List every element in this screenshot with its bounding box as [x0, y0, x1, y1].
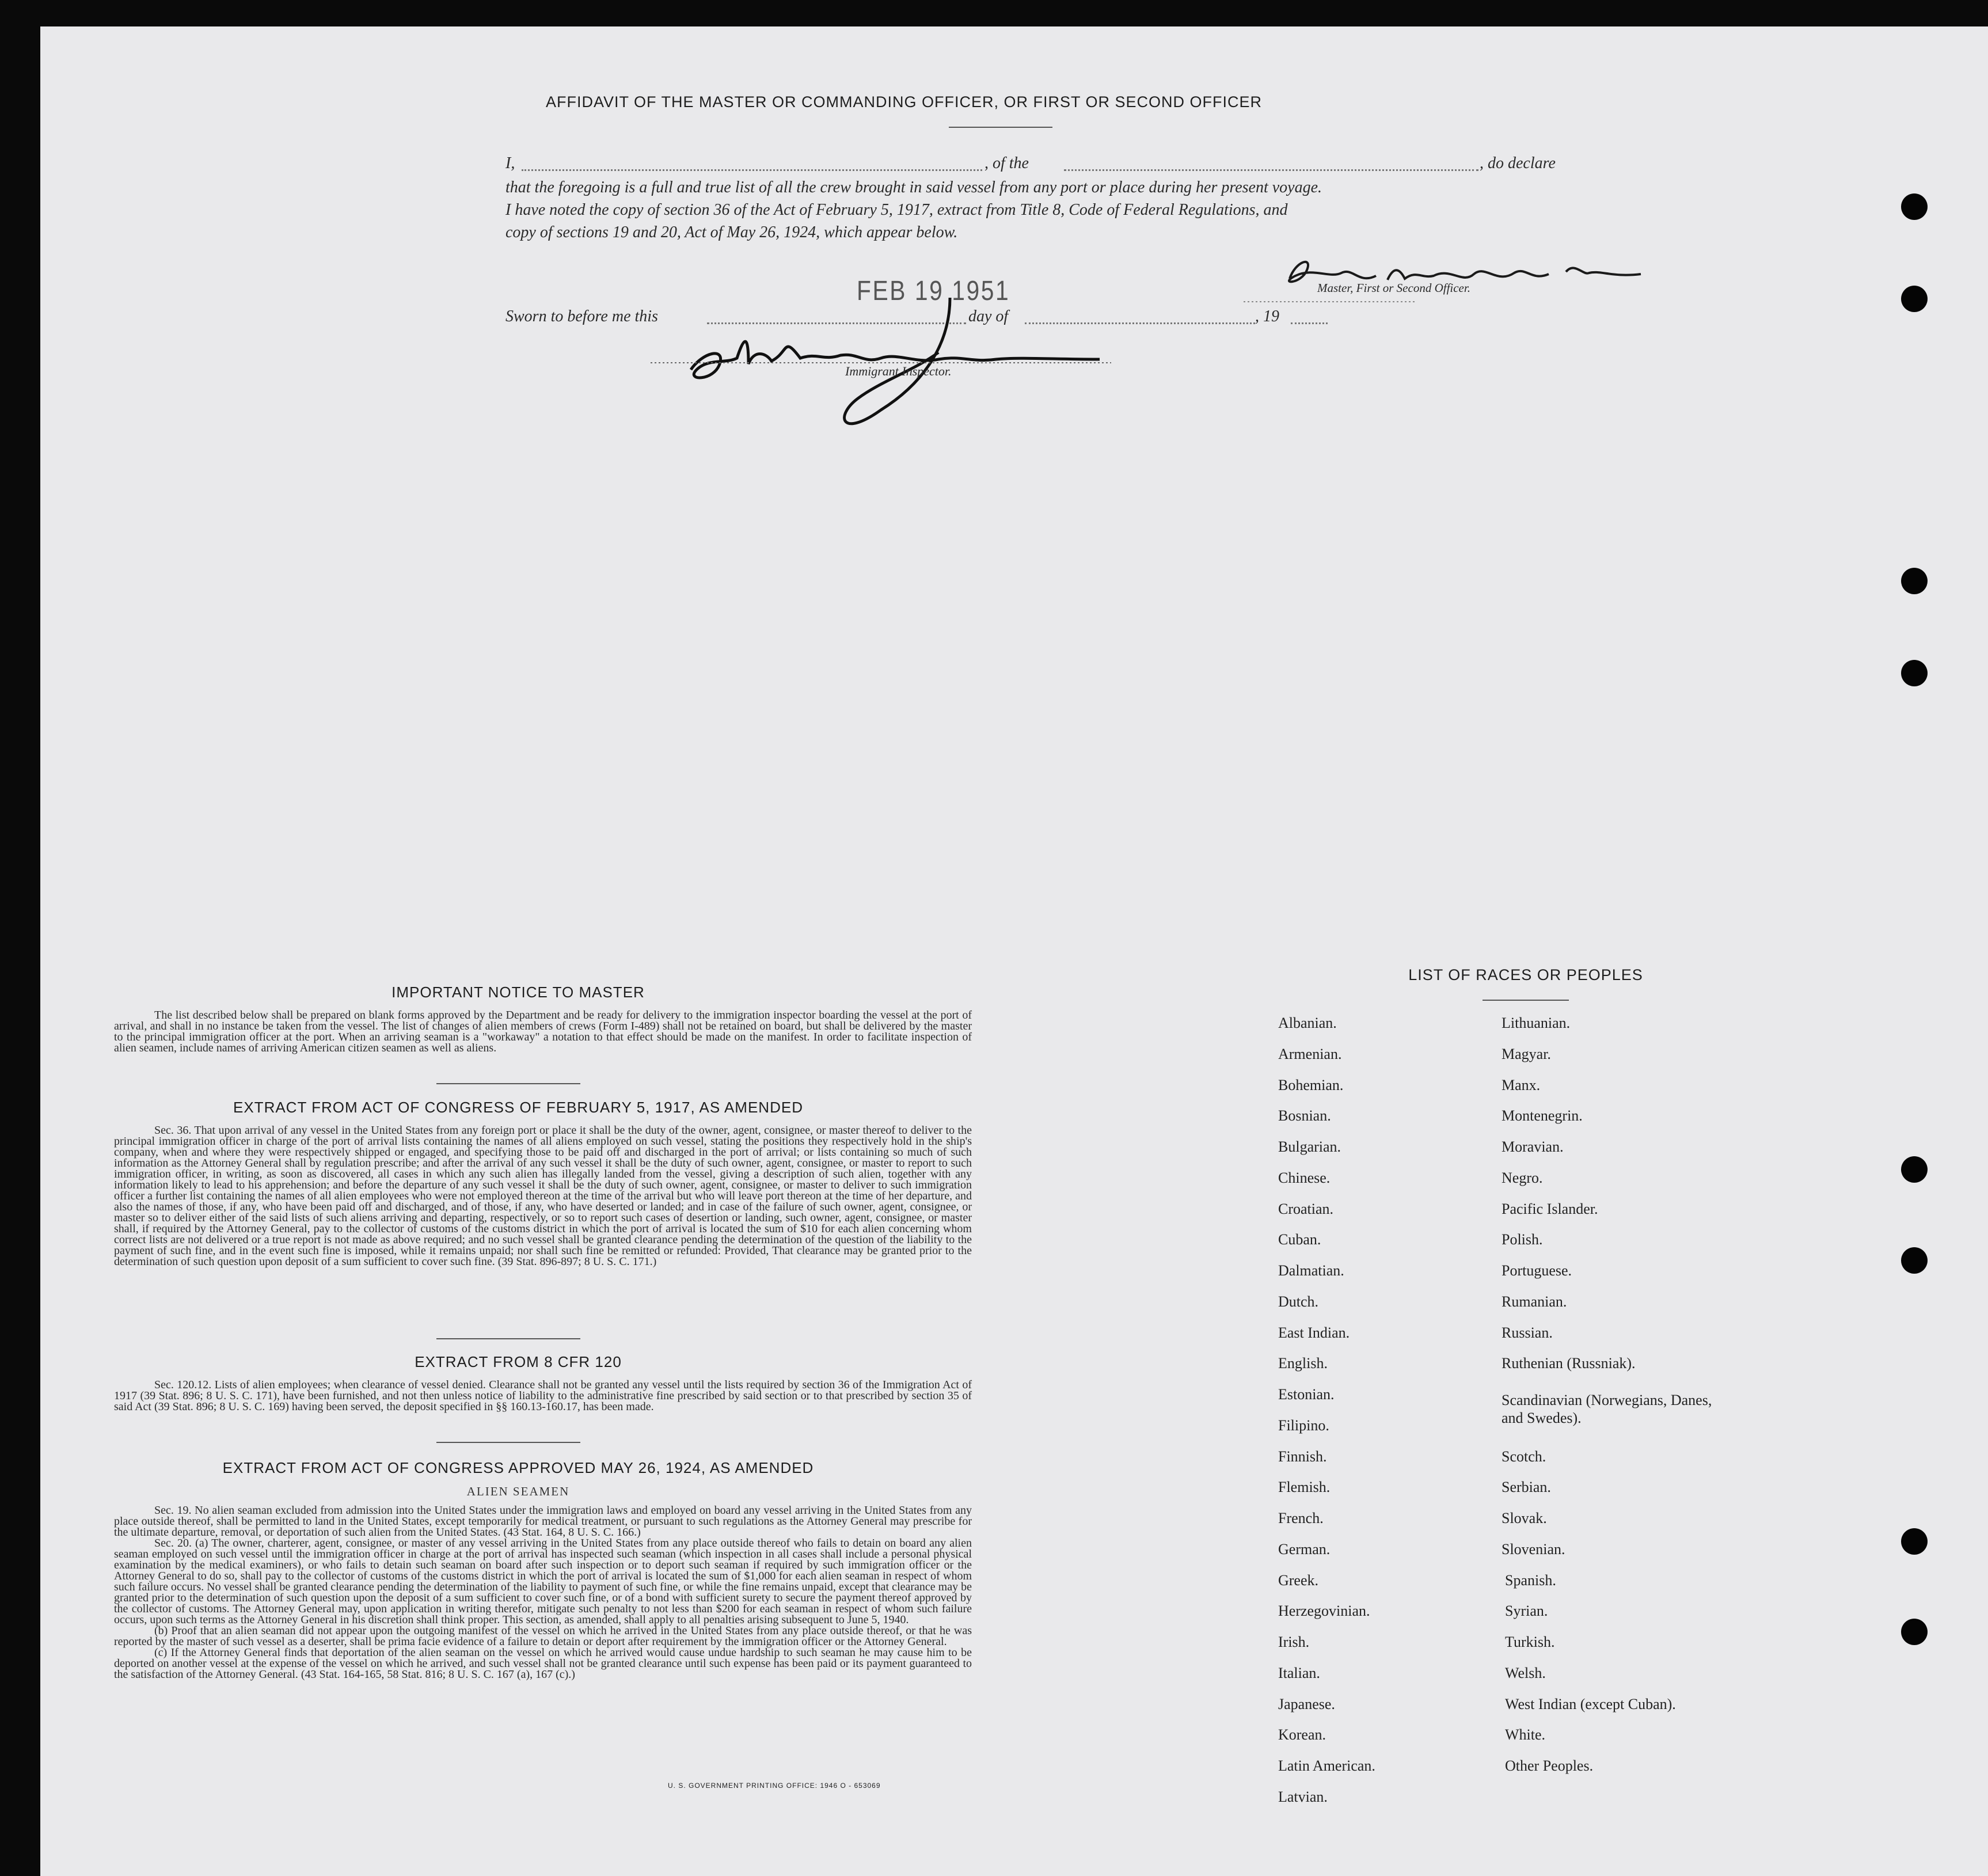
i-label: I,: [505, 154, 515, 172]
divider: [436, 1338, 580, 1339]
race-item: Croatian.: [1278, 1201, 1334, 1217]
date-stamp: FEB 19 1951: [857, 276, 1010, 306]
divider: [436, 1442, 580, 1443]
race-item: West Indian (except Cuban).: [1505, 1696, 1676, 1712]
race-item: Albanian.: [1278, 1015, 1337, 1031]
divider: [436, 1083, 580, 1084]
race-item: Negro.: [1502, 1169, 1543, 1186]
race-item: Russian.: [1502, 1324, 1553, 1341]
master-caption: Master, First or Second Officer.: [1317, 281, 1470, 295]
race-item: English.: [1278, 1355, 1328, 1372]
race-item: Bohemian.: [1278, 1077, 1344, 1093]
race-item: Armenian.: [1278, 1046, 1342, 1062]
race-item: Other Peoples.: [1505, 1757, 1594, 1774]
race-item: Montenegrin.: [1502, 1107, 1583, 1124]
race-item: Filipino.: [1278, 1417, 1329, 1434]
race-item: Korean.: [1278, 1726, 1326, 1743]
race-item: Rumanian.: [1502, 1293, 1567, 1310]
race-item: Slovenian.: [1502, 1541, 1565, 1558]
paragraph: (c) If the Attorney General finds that deportation of the alien seaman on the vessel on which he arrived would cause undue hardship to such seaman he may cause him to be deported on another vessel at the expense of the vessel on which he arrived, and such vessel shall not be granted clearance until such expense has been paid or its payment guaranteed to the satisfaction of the Attorney General. (43 Stat. 164-165, 58 Stat. 816; 8 U. S. C. 167 (a), 167 (c).): [114, 1646, 972, 1681]
race-item: Serbian.: [1502, 1479, 1551, 1495]
race-item: Cuban.: [1278, 1231, 1321, 1248]
master-name-field[interactable]: [522, 169, 982, 171]
of-the-label: , of the: [985, 154, 1029, 172]
race-item: Chinese.: [1278, 1169, 1331, 1186]
race-item: Flemish.: [1278, 1479, 1331, 1495]
divider: [949, 127, 1052, 128]
race-item: Spanish.: [1505, 1572, 1556, 1589]
race-item: Estonian.: [1278, 1386, 1335, 1403]
inspector-caption: Immigrant Inspector.: [845, 364, 952, 378]
paragraph: Sec. 20. (a) The owner, charterer, agent, consignee, or master of any vessel arriving in the United States from any place outside thereof who fails to detain on board any alien seaman employed on such vessel until the immigration officer in charge at the port of arrival has inspected such seaman (which inspection in all cases shall include a personal physical examination by the medical examiners), or who fails to detain such seaman on board after such inspection or to deport such seaman if required by such immigration officer or the Attorney General to do so, shall pay to the collector of customs of the customs district in which the port of arrival is located the sum of $1,000 for each alien seaman in respect of whom such failure occurs. No vessel shall be granted clearance pending the determination of the liability to payment of such fine, or while the fine remains unpaid, except that clearance may be granted prior to the determination of such question upon the deposit of a sum sufficient to cover such fine, or of a bond with sufficient surety to secure the payment thereof approved by the collector of customs. The Attorney General may, upon application in writing therefor, mitigate such penalty to not less than $200 for each seaman in respect of whom such failure occurs, upon such terms as the Attorney General in his discretion shall think proper. This section, as amended, shall apply to all penalties arising subsequent to June 5, 1940.: [114, 1537, 972, 1626]
divider: [1483, 1000, 1569, 1001]
race-item: Manx.: [1502, 1077, 1541, 1093]
punch-hole: [1901, 660, 1928, 686]
race-item: Greek.: [1278, 1572, 1319, 1589]
do-declare-label: , do declare: [1480, 154, 1556, 172]
punch-hole: [1901, 193, 1928, 220]
affidavit-body-line: that the foregoing is a full and true list of all the crew brought in said vessel from any port or place during her present voyage.: [505, 179, 1322, 196]
affidavit-body-line: I have noted the copy of section 36 of the Act of February 5, 1917, extract from Title 8, Code of Federal Regulations, and: [505, 201, 1288, 219]
race-item: Polish.: [1502, 1231, 1543, 1248]
race-item: Finnish.: [1278, 1448, 1327, 1465]
extract-1924-text: [114, 1505, 972, 1680]
sworn-year-field[interactable]: [1291, 322, 1328, 324]
paragraph: (b) Proof that an alien seaman did not appear upon the outgoing manifest of the vessel on which he arrived in the United States from any place outside thereof, or that he was reported by the master of such vessel as a deserter, shall be prima facie evidence of a failure to detain or deport after requirement by the immigration officer or the Attorney General.: [114, 1624, 972, 1648]
race-item: Japanese.: [1278, 1696, 1335, 1712]
race-item: Scandinavian (Norwegians, Danes, and Swedes).: [1502, 1392, 1712, 1426]
punch-hole: [1901, 1528, 1928, 1555]
extract-1924-title: EXTRACT FROM ACT OF CONGRESS APPROVED MAY 26, 1924, AS AMENDED: [222, 1459, 814, 1476]
document-page: [40, 26, 1988, 1876]
race-item: Bosnian.: [1278, 1107, 1331, 1124]
year-label: , 19: [1255, 307, 1279, 325]
punch-hole: [1901, 568, 1928, 594]
race-item: East Indian.: [1278, 1324, 1350, 1341]
extract-cfr-text: Sec. 120.12. Lists of alien employees; when clearance of vessel denied. Clearance shall not be granted any vessel until the lists required by section 36 of the Immigration Act of 1917 (39 Stat. 896; 8 U. S. C. 171), have been furnished, and not then unless notice of liability to the administrative fine prescribed by said section or to that prescribed by section 35 of said Act (39 Stat. 896; 8 U. S. C. 169) having been served, the deposit specified in §§ 160.13-160.17, has been made.: [114, 1378, 972, 1413]
affidavit-title: AFFIDAVIT OF THE MASTER OR COMMANDING OFFICER, OR FIRST OR SECOND OFFICER: [545, 93, 1263, 111]
sworn-label: Sworn to before me this: [505, 307, 658, 325]
paragraph: Sec. 19. No alien seaman excluded from admission into the United States under the immigration laws and employed on board any vessel arriving in the United States from any place outside thereof, shall be permitted to land in the United States, except temporarily for medical treatment, or pursuant to such regulations as the Attorney General may prescribe for the ultimate departure, removal, or deportation of such alien from the United States. (43 Stat. 164, 8 U. S. C. 166.): [114, 1504, 972, 1539]
race-item: Scotch.: [1502, 1448, 1546, 1465]
extract-1917-title: EXTRACT FROM ACT OF CONGRESS OF FEBRUARY 5, 1917, AS AMENDED: [233, 1099, 803, 1116]
race-item: Herzegovinian.: [1278, 1602, 1370, 1619]
race-item: Bulgarian.: [1278, 1138, 1341, 1155]
affidavit-body-line: copy of sections 19 and 20, Act of May 26, 1924, which appear below.: [505, 223, 958, 241]
race-item: Dutch.: [1278, 1293, 1319, 1310]
race-item: Turkish.: [1505, 1634, 1555, 1650]
race-item: Magyar.: [1502, 1046, 1551, 1062]
affidavit-line1: [40, 154, 1988, 177]
race-item: Irish.: [1278, 1634, 1310, 1650]
race-item: White.: [1505, 1726, 1546, 1743]
race-item: Pacific Islander.: [1502, 1201, 1598, 1217]
race-item: Slovak.: [1502, 1510, 1547, 1526]
printing-office-footer: U. S. GOVERNMENT PRINTING OFFICE: 1946 O - 653069: [668, 1782, 881, 1790]
punch-hole: [1901, 1619, 1928, 1645]
race-item: French.: [1278, 1510, 1324, 1526]
race-item: Moravian.: [1502, 1138, 1564, 1155]
race-item: Dalmatian.: [1278, 1262, 1344, 1279]
day-of-label: day of: [968, 307, 1009, 325]
punch-hole: [1901, 1156, 1928, 1183]
extract-1924-subtitle: ALIEN SEAMEN: [466, 1484, 570, 1498]
vessel-name-field[interactable]: [1064, 169, 1478, 171]
affidavit-body: [505, 176, 1582, 244]
race-item: Italian.: [1278, 1665, 1320, 1681]
notice-text: The list described below shall be prepared on blank forms approved by the Department and be ready for delivery to the immigration inspector boarding the vessel at the port of arrival, and shall in no instance be taken from the vessel. The list of changes of alien members of crews (Form I-489) shall not be retained on board, but shall be delivered by the master to the principal immigration officer at the port. When an arriving seaman is a "workaway" a notation to that effect should be made on the manifest. In order to facilitate inspection of alien seamen, include names of arriving American citizen seamen as well as aliens.: [114, 1009, 972, 1054]
race-item: Ruthenian (Russniak).: [1502, 1355, 1636, 1372]
races-title: LIST OF RACES OR PEOPLES: [1408, 966, 1643, 983]
notice-title: IMPORTANT NOTICE TO MASTER: [391, 983, 645, 1001]
extract-cfr-title: EXTRACT FROM 8 CFR 120: [415, 1353, 622, 1370]
race-item: Latin American.: [1278, 1757, 1375, 1774]
race-item: Portuguese.: [1502, 1262, 1572, 1279]
race-item: German.: [1278, 1541, 1331, 1558]
master-signature: [1244, 244, 1658, 307]
race-item: Lithuanian.: [1502, 1015, 1571, 1031]
race-item: Syrian.: [1505, 1602, 1548, 1619]
punch-hole: [1901, 1247, 1928, 1274]
extract-1917-text: Sec. 36. That upon arrival of any vessel in the United States from any foreign port or place it shall be the duty of the owner, agent, consignee, or master thereof to deliver to the principal immigration officer in charge of the port of arrival lists containing the names of all aliens employed on such vessel, stating the positions they respectively hold in the ship's company, when and where they were respectively shipped or engaged, and specifying those to be paid off and discharged in the port of arrival; or lists containing so much of such information as the Attorney General shall by regulation prescribe; and after the arrival of any such vessel it shall be the duty of such owner, agent, consignee, or master to report to such immigration officer, in writing, as soon as discovered, all cases in which any such alien has illegally landed from the vessel, giving a description of such alien, together with any information likely to lead to his apprehension; and before the departure of any such vessel it shall be the duty of such owner, agent, consignee, or master to deliver to such immigration officer a further list containing the names of all alien employees who were not employed thereon at the time of the arrival but who will leave port thereon at the time of her departure, and also the names of those, if any, who have been paid off and discharged, and of those, if any, who have deserted or landed; and in case of the failure of such owner, agent, consignee, or master so to deliver either of the said lists of such aliens arriving and departing, respectively, or so to report such cases of desertion or landing, such owner, agent, consignee, or master shall, if required by the Attorney General, pay to the collector of customs of the customs district in which the port of arrival is located the sum of $10 for each alien concerning whom correct lists are not delivered or a true report is not made as above required; and no such vessel shall be granted clearance pending the determination of the question of the liability to the payment of such fine, and in the event such fine is imposed, while it remains unpaid; nor shall such fine be remitted or refunded: Provided, That clearance may be granted prior to the determination of such question upon deposit of a sum sufficient to cover such fine. (39 Stat. 896-897; 8 U. S. C. 171.): [114, 1124, 972, 1268]
race-item: Latvian.: [1278, 1788, 1328, 1805]
race-item: Welsh.: [1505, 1665, 1546, 1681]
